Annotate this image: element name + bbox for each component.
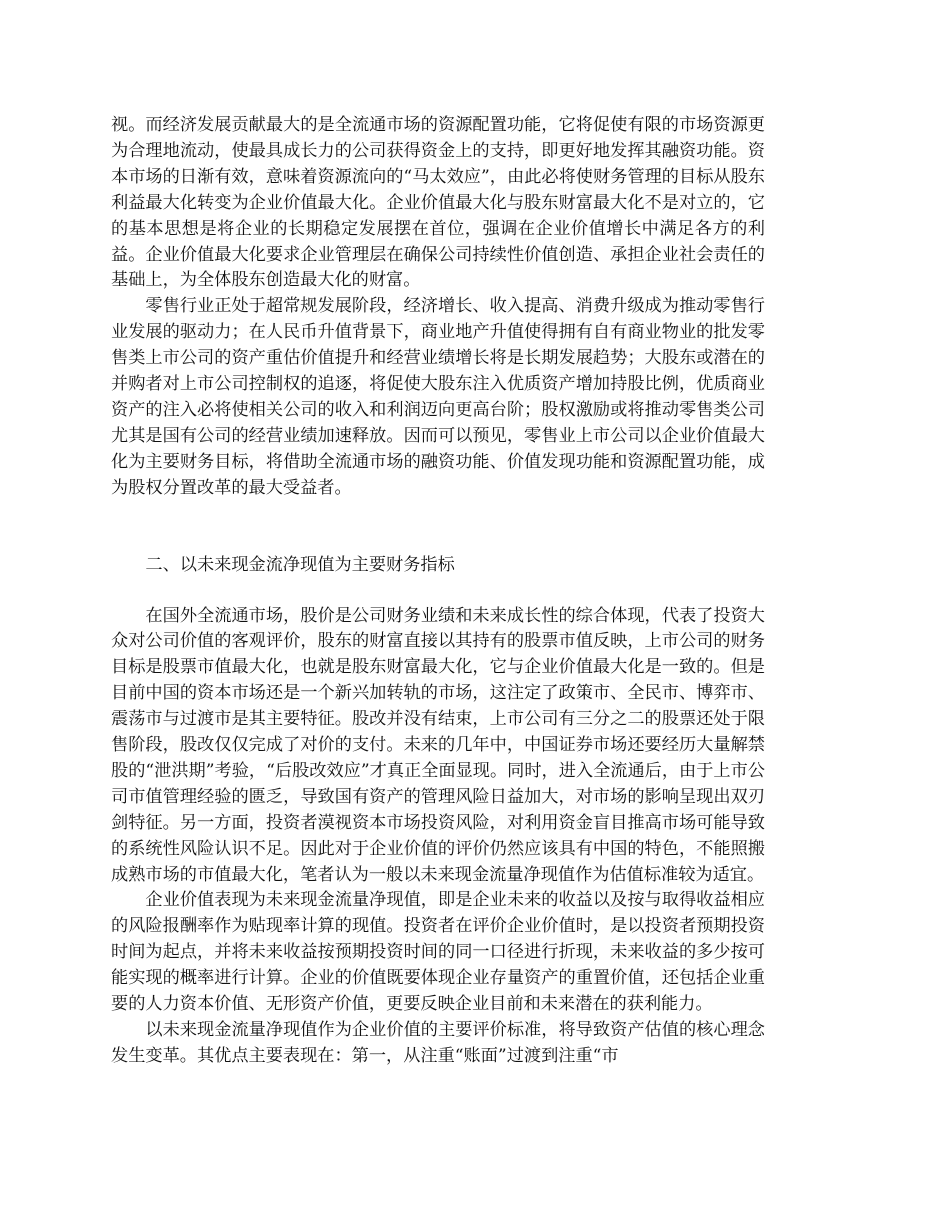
- paragraph-continuation: 视。而经济发展贡献最大的是全流通市场的资源配置功能，它将促使有限的市场资源更为合理地流动，使最具成长力的公司获得资金上的支持，即更好地发挥其融资功能。资本市场的日渐有效，意味着资源流向的“马太效应”，由此必将使财务管理的目标从股东利益最大化转变为企业价值最大化。企业价值最大化与股东财富最大化不是对立的，它的基本思想是将企业的长期稳定发展摆在首位，强调在企业价值增长中满足各方的利益。企业价值最大化要求企业管理层在确保公司持续性价值创造、承担企业社会责任的基础上，为全体股东创造最大化的财富。: [111, 115, 765, 291]
- paragraph-retail-industry: 零售行业正处于超常规发展阶段，经济增长、收入提高、消费升级成为推动零售行业发展的驱动力；在人民币升值背景下，商业地产升值使得拥有自有商业物业的批发零售类上市公司的资产重估价值提升和经营业绩增长将是长期发展趋势；大股东或潜在的并购者对上市公司控制权的追逐，将促使大股东注入优质资产增加持股比例，优质商业资产的注入必将使相关公司的收入和利润迈向更高台阶；股权激励或将推动零售类公司尤其是国有公司的经营业绩加速释放。因而可以预见，零售业上市公司以企业价值最大化为主要财务目标，将借助全流通市场的融资功能、价值发现功能和资源配置功能，成为股权分置改革的最大受益者。: [111, 296, 765, 498]
- section-spacer: [111, 579, 765, 604]
- section-spacer: [111, 502, 765, 553]
- paragraph-valuation-standard: 以未来现金流量净现值作为企业价值的主要评价标准，将导致资产估值的核心理念发生变革。其优点主要表现在：第一，从注重“账面”过渡到注重“市: [111, 1020, 765, 1066]
- paragraph-foreign-market: 在国外全流通市场，股价是公司财务业绩和未来成长性的综合体现，代表了投资大众对公司价值的客观评价，股东的财富直接以其持有的股票市值反映，上市公司的财务目标是股票市值最大化，也就是股东财富最大化，它与企业价值最大化是一致的。但是目前中国的资本市场还是一个新兴加转轨的市场，这注定了政策市、全民市、博弈市、震荡市与过渡市是其主要特征。股改并没有结束，上市公司有三分之二的股票还处于限售阶段，股改仅仅完成了对价的支付。未来的几年中，中国证券市场还要经历大量解禁股的“泄洪期”考验，“后股改效应”才真正全面显现。同时，进入全流通后，由于上市公司市值管理经验的匮乏，导致国有资产的管理风险日益加大，对市场的影响呈现出双刃剑特征。另一方面，投资者漠视资本市场投资风险，对利用资金盲目推高市场可能导致的系统性风险认识不足。因此对于企业价值的评价仍然应该具有中国的特色，不能照搬成熟市场的市值最大化，笔者认为一般以未来现金流量净现值作为估值标准较为适宜。: [111, 605, 765, 885]
- section-heading: 二、以未来现金流净现值为主要财务指标: [145, 554, 455, 575]
- paragraph-enterprise-value: 企业价值表现为未来现金流量净现值，即是企业未来的收益以及按与取得收益相应的风险报酬率作为贴现率计算的现值。投资者在评价企业价值时，是以投资者预期投资时间为起点，并将未来收益按预期投资时间的同一口径进行折现，未来收益的多少按可能实现的概率进行计算。企业的价值既要体现企业存量资产的重置价值，还包括企业重要的人力资本价值、无形资产价值，更要反映企业目前和未来潜在的获利能力。: [111, 890, 765, 1015]
- document-body: [111, 113, 765, 1070]
